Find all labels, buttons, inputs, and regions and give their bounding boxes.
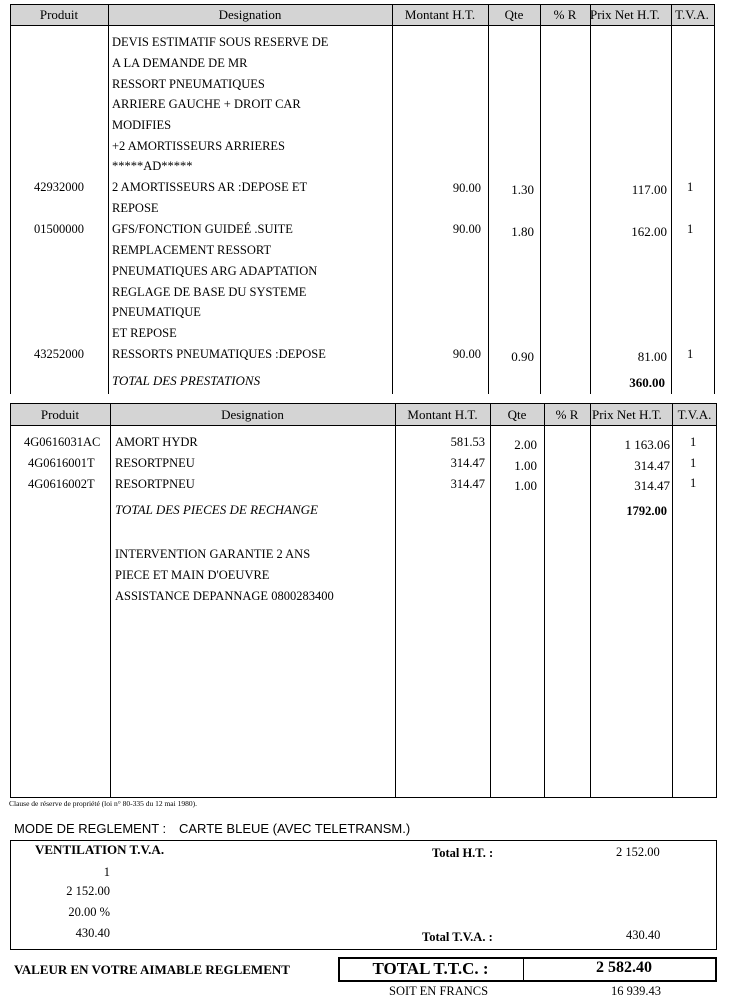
montant-ht: 314.47 — [450, 456, 485, 470]
valeur-label: VALEUR EN VOTRE AIMABLE REGLEMENT — [14, 962, 290, 977]
note-line: *****AD***** — [112, 159, 193, 173]
header-produit: Produit — [39, 7, 79, 22]
designation: ET REPOSE — [112, 326, 177, 340]
prix-net: 1 163.06 — [624, 437, 670, 452]
quantity: 1.30 — [511, 182, 534, 197]
product-code: 4G0616031AC — [24, 435, 101, 449]
designation: PNEUMATIQUES ARG ADAPTATION — [112, 264, 318, 278]
designation: 2 AMORTISSEURS AR :DEPOSE ET — [112, 180, 308, 194]
ttc-value: 2 582.40 — [596, 959, 652, 976]
note-line: ARRIERE GAUCHE + DROIT CAR — [112, 97, 301, 111]
designation: RESORTPNEU — [115, 456, 195, 470]
note-line: ASSISTANCE DEPANNAGE 0800283400 — [115, 589, 334, 603]
header-produit: Produit — [40, 407, 80, 422]
header-prix-net: Prix Net H.T. — [590, 7, 660, 22]
header-montant: Montant H.T. — [407, 407, 478, 422]
quantity: 1.00 — [514, 478, 537, 493]
francs-label: SOIT EN FRANCS — [389, 984, 489, 998]
tva-code: 1 — [687, 222, 694, 236]
quantity: 1.80 — [511, 224, 534, 239]
ventilation-code: 1 — [103, 865, 110, 879]
designation: AMORT HYDR — [115, 435, 198, 449]
product-code: 4G0616002T — [28, 477, 95, 491]
product-code: 01500000 — [34, 222, 84, 236]
note-line: INTERVENTION GARANTIE 2 ANS — [115, 547, 311, 561]
prix-net: 117.00 — [631, 182, 667, 197]
montant-ht: 90.00 — [452, 222, 481, 236]
header-designation: Designation — [218, 7, 282, 22]
clause-text: Clause de réserve de propriété (loi n° 80-335 du 12 mai 1980). — [9, 799, 197, 808]
quantity: 0.90 — [511, 349, 534, 364]
tva-code: 1 — [687, 180, 694, 194]
header-tva: T.V.A. — [677, 407, 712, 422]
total-prestations-value: 360.00 — [629, 375, 665, 390]
tva-code: 1 — [690, 476, 697, 490]
designation: PNEUMATIQUE — [112, 305, 201, 319]
designation: REMPLACEMENT RESSORT — [112, 243, 272, 257]
header-qte: Qte — [507, 407, 527, 422]
designation: RESSORTS PNEUMATIQUES :DEPOSE — [112, 347, 326, 361]
note-line: MODIFIES — [112, 118, 172, 132]
ventilation-taux: 20.00 % — [68, 905, 110, 919]
reglement-value: CARTE BLEUE (AVEC TELETRANSM.) — [179, 821, 411, 836]
note-line: PIECE ET MAIN D'OEUVRE — [115, 568, 270, 582]
ventilation-base: 2 152.00 — [66, 884, 110, 898]
header-prix-net: Prix Net H.T. — [592, 407, 662, 422]
note-line: +2 AMORTISSEURS ARRIERES — [112, 139, 286, 153]
prix-net: 81.00 — [637, 349, 667, 364]
total-ht-label: Total H.T. : — [432, 846, 494, 860]
designation: REPOSE — [112, 201, 159, 215]
tva-code: 1 — [690, 456, 697, 470]
prix-net: 314.47 — [634, 478, 670, 493]
designation: REGLAGE DE BASE DU SYSTEME — [112, 285, 307, 299]
total-tva-value: 430.40 — [626, 928, 661, 942]
note-line: A LA DEMANDE DE MR — [112, 56, 248, 70]
quantity: 1.00 — [514, 458, 537, 473]
product-code: 4G0616001T — [28, 456, 95, 470]
designation: GFS/FONCTION GUIDEÉ .SUITE — [112, 222, 293, 236]
ventilation-montant: 430.40 — [75, 926, 110, 940]
total-prestations-label: TOTAL DES PRESTATIONS — [112, 373, 261, 388]
quantity: 2.00 — [514, 437, 537, 452]
header-montant: Montant H.T. — [404, 7, 476, 22]
header-remise: % R — [553, 7, 577, 22]
header-remise: % R — [555, 407, 579, 422]
note-line: RESSORT PNEUMATIQUES — [112, 77, 265, 91]
header-designation: Designation — [221, 407, 284, 422]
total-ht-value: 2 152.00 — [616, 845, 660, 859]
montant-ht: 581.53 — [450, 435, 485, 449]
designation: RESORTPNEU — [115, 477, 195, 491]
product-code: 42932000 — [34, 180, 84, 194]
total-pieces-value: 1792.00 — [626, 504, 667, 518]
ttc-label: TOTAL T.T.C. : — [372, 959, 489, 978]
montant-ht: 314.47 — [450, 477, 485, 491]
total-tva-label: Total T.V.A. : — [422, 930, 493, 944]
montant-ht: 90.00 — [452, 347, 481, 361]
prix-net: 314.47 — [634, 458, 670, 473]
note-line: DEVIS ESTIMATIF SOUS RESERVE DE — [112, 35, 329, 49]
product-code: 43252000 — [34, 347, 84, 361]
ventilation-title: VENTILATION T.V.A. — [35, 842, 165, 857]
prix-net: 162.00 — [631, 224, 667, 239]
reglement-label: MODE DE REGLEMENT : — [14, 821, 167, 836]
tva-code: 1 — [687, 347, 694, 361]
total-pieces-label: TOTAL DES PIECES DE RECHANGE — [115, 502, 318, 517]
montant-ht: 90.00 — [452, 181, 481, 195]
francs-value: 16 939.43 — [611, 984, 661, 998]
header-tva: T.V.A. — [675, 7, 709, 22]
header-qte: Qte — [504, 7, 524, 22]
tva-code: 1 — [690, 435, 697, 449]
